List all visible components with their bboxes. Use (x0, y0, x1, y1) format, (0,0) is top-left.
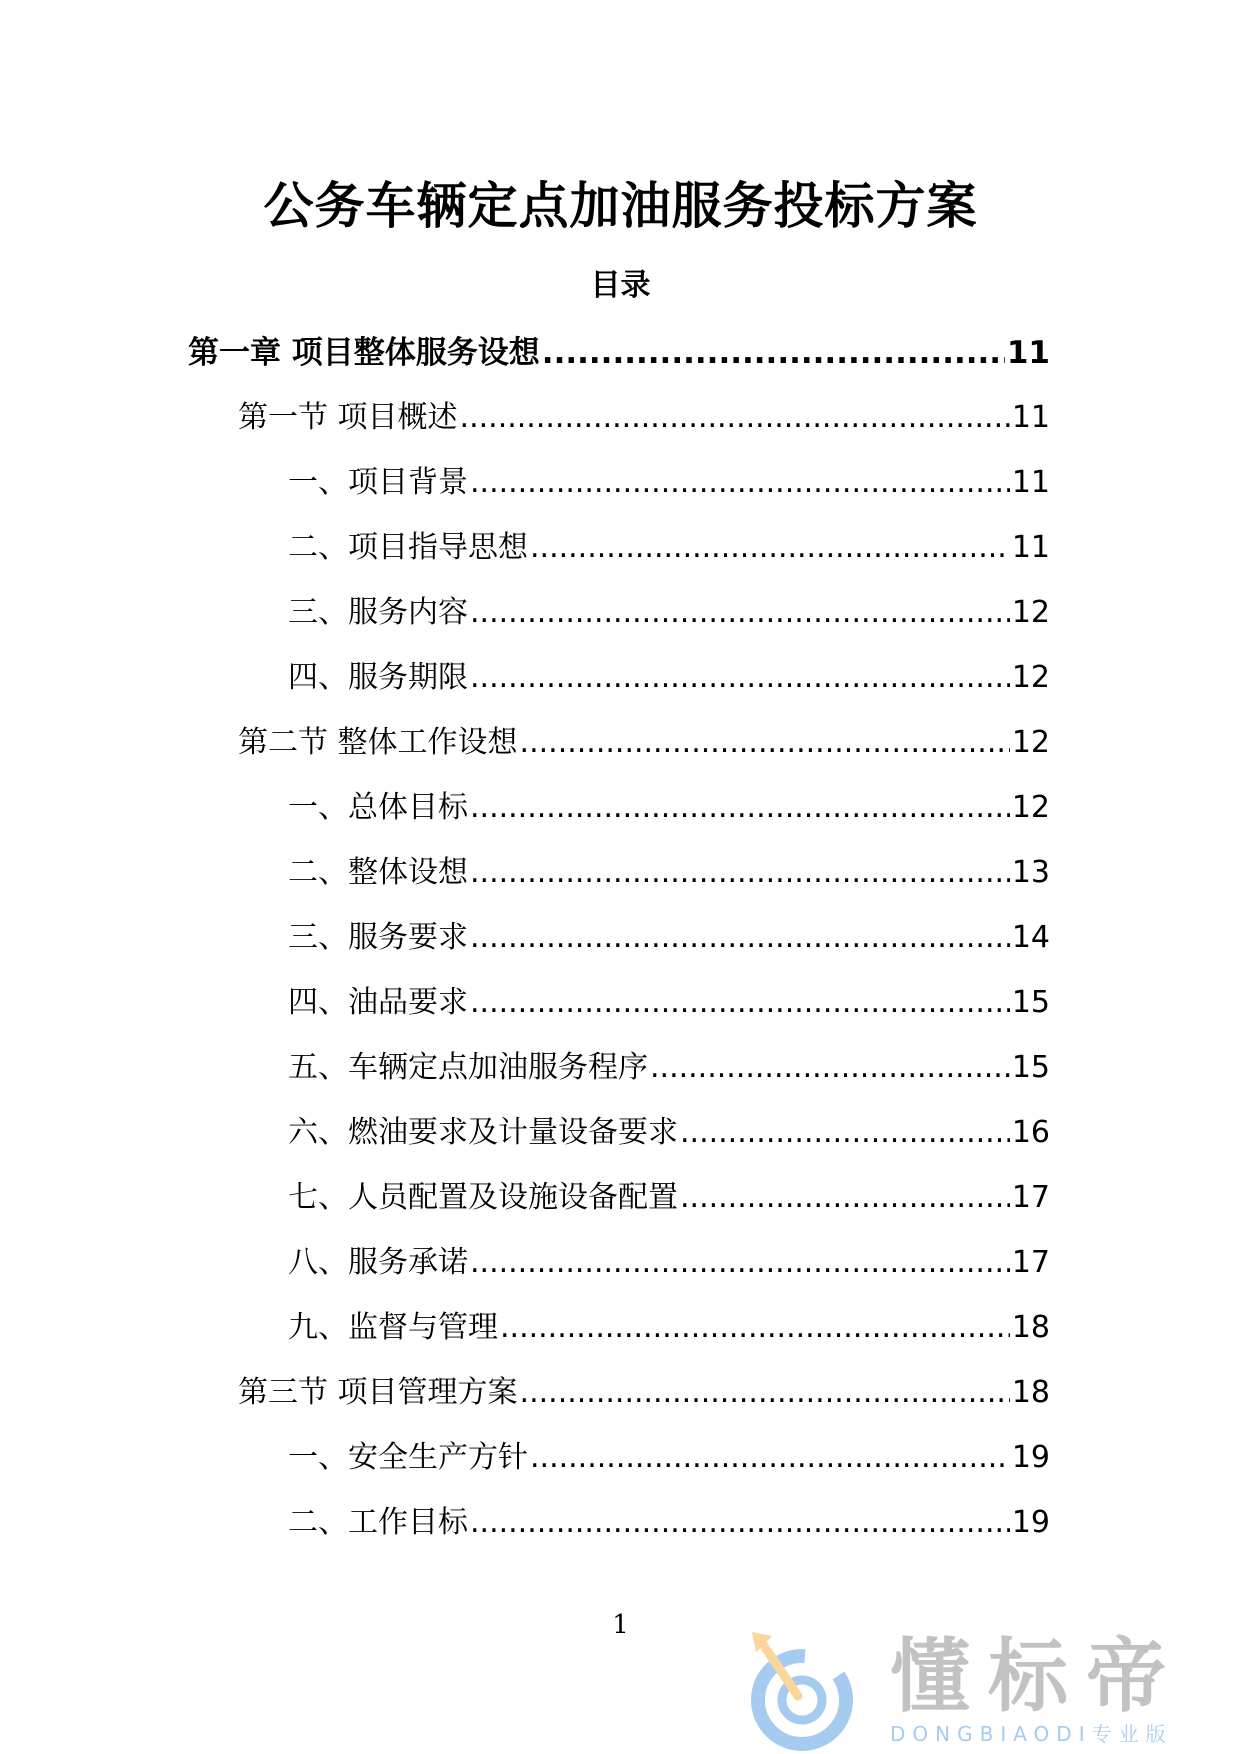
toc-entry-label: 第三节 项目管理方案 (238, 1375, 518, 1410)
toc-dot-leader (470, 978, 1010, 1028)
toc-entry-label: 第一节 项目概述 (238, 400, 458, 435)
toc-dot-leader (460, 393, 1010, 443)
toc-entry[interactable] (188, 523, 1050, 588)
toc-entry-page: 18 (1011, 1375, 1050, 1410)
toc-entry[interactable] (188, 718, 1050, 783)
toc-entry-label: 七、人员配置及设施设备配置 (288, 1180, 678, 1215)
toc-entry[interactable] (188, 913, 1050, 978)
toc-dot-leader (470, 783, 1010, 833)
target-arrow-icon (746, 1630, 858, 1754)
toc-dot-leader (530, 1433, 1010, 1483)
document-title: 公务车辆定点加油服务投标方案 (263, 177, 978, 235)
toc-entry-label: 八、服务承诺 (288, 1245, 468, 1280)
toc-entry-page: 11 (1011, 530, 1050, 565)
toc-dot-leader (470, 653, 1010, 703)
toc-entry[interactable] (188, 783, 1050, 848)
toc-entry-page: 12 (1011, 660, 1050, 695)
watermark-brand: 懂标帝 (890, 1630, 1184, 1723)
toc-dot-leader (542, 328, 1005, 378)
toc-dot-leader (520, 718, 1010, 768)
toc-dot-leader (470, 848, 1010, 898)
toc-entry[interactable] (188, 848, 1050, 913)
toc-entry-label: 二、整体设想 (288, 855, 468, 890)
toc-entry[interactable] (188, 1238, 1050, 1303)
toc-entry[interactable] (188, 1368, 1050, 1433)
toc-entry[interactable] (188, 1108, 1050, 1173)
toc-entry-page: 11 (1011, 465, 1050, 500)
toc-entry-page: 18 (1011, 1310, 1050, 1345)
toc-entry-page: 17 (1011, 1180, 1050, 1215)
toc-entry-label: 三、服务要求 (288, 920, 468, 955)
watermark-subtitle: DONGBIAODI专业版 (890, 1722, 1173, 1746)
toc-dot-leader (470, 458, 1010, 508)
watermark (740, 1630, 1220, 1754)
toc-entry-label: 四、油品要求 (288, 985, 468, 1020)
toc-entry-label: 二、项目指导思想 (288, 530, 528, 565)
toc-entry[interactable] (188, 393, 1050, 458)
toc-entry-label: 六、燃油要求及计量设备要求 (288, 1115, 678, 1150)
toc-entry[interactable] (188, 1498, 1050, 1563)
toc-dot-leader (680, 1173, 1010, 1223)
toc-entry-label: 二、工作目标 (288, 1505, 468, 1540)
toc-entry[interactable] (188, 1303, 1050, 1368)
toc-dot-leader (470, 1498, 1010, 1548)
toc-entry-label: 一、安全生产方针 (288, 1440, 528, 1475)
toc-entry-page: 19 (1011, 1505, 1050, 1540)
toc-dot-leader (530, 523, 1010, 573)
page-number: 1 (612, 1610, 629, 1640)
toc-entry[interactable] (188, 458, 1050, 523)
toc-dot-leader (470, 1238, 1010, 1288)
toc-entry-label: 五、车辆定点加油服务程序 (288, 1050, 648, 1085)
toc-entry[interactable] (188, 328, 1050, 393)
toc-entry-label: 一、项目背景 (288, 465, 468, 500)
toc-entry-label: 九、监督与管理 (288, 1310, 498, 1345)
toc-entry-label: 三、服务内容 (288, 595, 468, 630)
toc-entry-page: 12 (1011, 595, 1050, 630)
toc-dot-leader (470, 588, 1010, 638)
toc-entry-page: 16 (1011, 1115, 1050, 1150)
toc-entry-page: 12 (1011, 790, 1050, 825)
toc-dot-leader (500, 1303, 1010, 1353)
toc-heading: 目录 (590, 268, 651, 303)
toc-entry-label: 一、总体目标 (288, 790, 468, 825)
toc-entry[interactable] (188, 1043, 1050, 1108)
toc-dot-leader (470, 913, 1010, 963)
toc-entry-page: 12 (1011, 725, 1050, 760)
toc-entry-page: 17 (1011, 1245, 1050, 1280)
toc-entry-page: 13 (1011, 855, 1050, 890)
toc-entry[interactable] (188, 1433, 1050, 1498)
toc-dot-leader (520, 1368, 1010, 1418)
toc-entry-page: 15 (1011, 985, 1050, 1020)
toc-entry-page: 14 (1011, 920, 1050, 955)
table-of-contents (188, 328, 1050, 1563)
toc-dot-leader (650, 1043, 1010, 1093)
toc-entry-page: 11 (1011, 400, 1050, 435)
toc-dot-leader (680, 1108, 1010, 1158)
toc-entry-page: 19 (1011, 1440, 1050, 1475)
toc-entry[interactable] (188, 588, 1050, 653)
toc-entry[interactable] (188, 978, 1050, 1043)
toc-entry-label: 第二节 整体工作设想 (238, 725, 518, 760)
toc-entry-label: 四、服务期限 (288, 660, 468, 695)
toc-entry[interactable] (188, 653, 1050, 718)
toc-entry-page: 11 (1006, 335, 1050, 371)
toc-entry-page: 15 (1011, 1050, 1050, 1085)
toc-entry-label: 第一章 项目整体服务设想 (188, 335, 540, 371)
toc-entry[interactable] (188, 1173, 1050, 1238)
